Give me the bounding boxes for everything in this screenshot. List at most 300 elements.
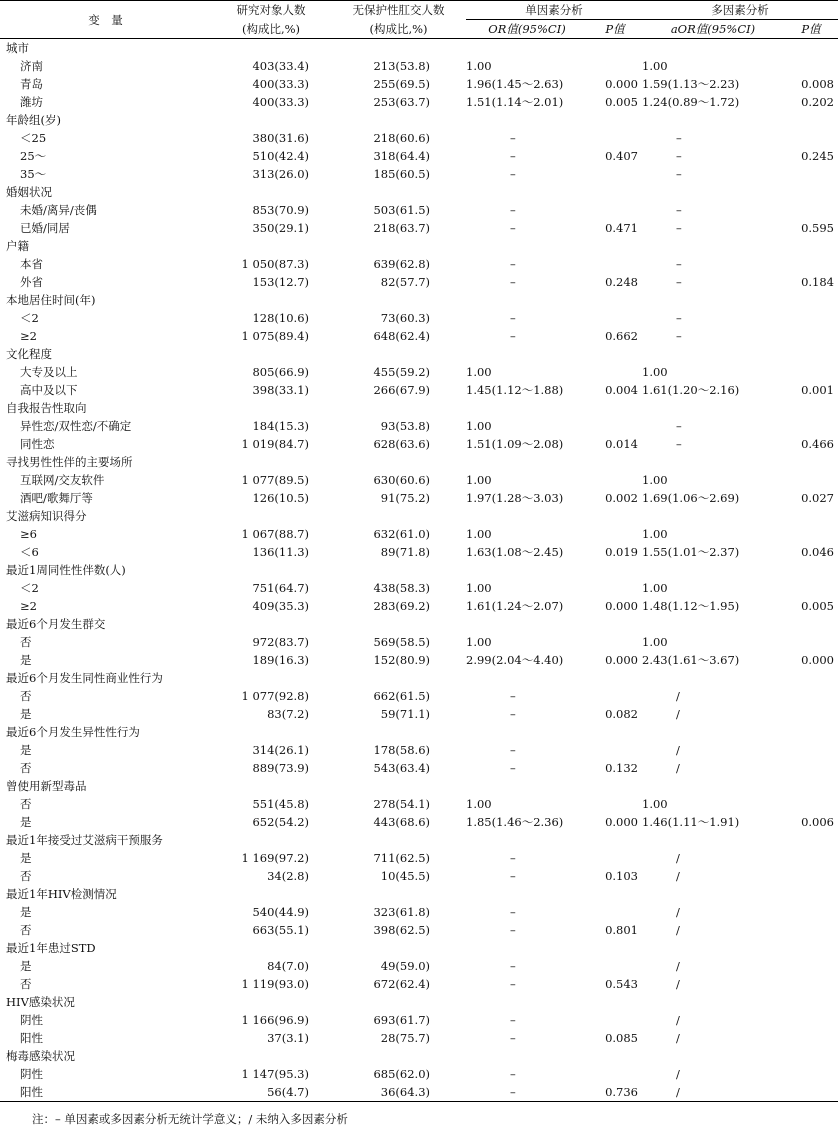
- row-label: 外省: [20, 275, 43, 289]
- empty-cell: [466, 939, 588, 957]
- empty-cell: [784, 291, 838, 309]
- cell-n-subjects: 1 075(89.4): [241, 329, 309, 343]
- table-row: [0, 489, 838, 507]
- cell-ap: [784, 849, 838, 867]
- empty-cell: [588, 345, 642, 363]
- cell-or: –: [510, 257, 516, 271]
- table-note: 注：– 单因素或多因素分析无统计学意义；/ 未纳入多因素分析: [32, 1112, 348, 1126]
- empty-cell: [211, 777, 331, 795]
- row-label: 否: [20, 689, 32, 703]
- cell-or: 1.00: [466, 419, 492, 433]
- cell-p: [588, 417, 642, 435]
- cell-n-subjects: 652(54.2): [252, 815, 309, 829]
- empty-cell: [331, 1047, 466, 1065]
- empty-cell: [466, 507, 588, 525]
- empty-cell: [784, 399, 838, 417]
- header-univariate: 单因素分析: [466, 1, 642, 20]
- cell-ap: 0.027: [801, 491, 834, 505]
- row-label: ＜2: [20, 581, 39, 595]
- group-row: [0, 939, 838, 957]
- group-label: 最近6个月发生异性性行为: [6, 725, 140, 739]
- cell-ap: 0.595: [801, 221, 834, 235]
- cell-n-subjects: 551(45.8): [252, 797, 309, 811]
- empty-cell: [642, 237, 784, 255]
- cell-aor: /: [676, 905, 680, 919]
- empty-cell: [331, 39, 466, 58]
- empty-cell: [331, 237, 466, 255]
- cell-or: 1.51(1.09～2.08): [466, 437, 564, 451]
- cell-n-subjects: 153(12.7): [252, 275, 309, 289]
- cell-n-uai: 28(75.7): [380, 1031, 430, 1045]
- empty-cell: [784, 885, 838, 903]
- row-label: 高中及以下: [20, 383, 78, 397]
- empty-cell: [642, 993, 784, 1011]
- cell-p: 0.000: [605, 653, 638, 667]
- cell-p: 0.543: [605, 977, 638, 991]
- table-row: [0, 363, 838, 381]
- table-row: [0, 147, 838, 165]
- cell-n-subjects: 853(70.9): [252, 203, 309, 217]
- empty-cell: [642, 111, 784, 129]
- table-row: [0, 165, 838, 183]
- cell-n-uai: 255(69.5): [373, 77, 430, 91]
- group-label: 文化程度: [6, 347, 52, 361]
- row-label: 否: [20, 797, 32, 811]
- cell-or: –: [510, 1013, 516, 1027]
- cell-p: 0.407: [605, 149, 638, 163]
- group-label: 曾使用新型毒品: [6, 779, 87, 793]
- cell-or: –: [510, 275, 516, 289]
- cell-p: [588, 255, 642, 273]
- header-p2: P值: [784, 20, 838, 39]
- cell-aor: 1.69(1.06～2.69): [642, 491, 740, 505]
- table-row: [0, 813, 838, 831]
- cell-n-subjects: 403(33.4): [252, 59, 309, 73]
- empty-cell: [784, 1047, 838, 1065]
- empty-cell: [331, 939, 466, 957]
- cell-n-subjects: 314(26.1): [252, 743, 309, 757]
- cell-ap: 0.001: [801, 383, 834, 397]
- cell-p: [588, 309, 642, 327]
- empty-cell: [642, 507, 784, 525]
- table-row: [0, 849, 838, 867]
- group-label: 最近1周同性性伴数(人): [6, 563, 126, 577]
- row-label: 35～: [20, 167, 47, 181]
- cell-or: 1.00: [466, 581, 492, 595]
- table-row: [0, 219, 838, 237]
- cell-aor: –: [676, 311, 682, 325]
- row-label: 否: [20, 977, 32, 991]
- cell-aor: 1.00: [642, 797, 668, 811]
- cell-n-uai: 662(61.5): [373, 689, 430, 703]
- cell-n-subjects: 34(2.8): [267, 869, 309, 883]
- cell-n-uai: 49(59.0): [380, 959, 430, 973]
- cell-ap: 0.202: [801, 95, 834, 109]
- group-row: [0, 993, 838, 1011]
- cell-or: 1.63(1.08～2.45): [466, 545, 564, 559]
- empty-cell: [588, 1047, 642, 1065]
- cell-p: [588, 1065, 642, 1083]
- empty-cell: [588, 561, 642, 579]
- cell-ap: [784, 1011, 838, 1029]
- cell-n-subjects: 510(42.4): [252, 149, 309, 163]
- group-row: [0, 345, 838, 363]
- empty-cell: [466, 885, 588, 903]
- empty-cell: [331, 111, 466, 129]
- cell-ap: 0.005: [801, 599, 834, 613]
- cell-n-subjects: 805(66.9): [252, 365, 309, 379]
- cell-aor: /: [676, 977, 680, 991]
- group-row: [0, 1047, 838, 1065]
- header-multivariate: 多因素分析: [642, 1, 838, 20]
- cell-ap: [784, 129, 838, 147]
- row-label: 异性恋/双性恋/不确定: [20, 419, 132, 433]
- empty-cell: [588, 885, 642, 903]
- empty-cell: [784, 237, 838, 255]
- row-label: 是: [20, 851, 32, 865]
- row-label: ＜2: [20, 311, 39, 325]
- cell-n-subjects: 1 147(95.3): [241, 1067, 309, 1081]
- cell-n-subjects: 350(29.1): [252, 221, 309, 235]
- cell-n-uai: 10(45.5): [380, 869, 430, 883]
- group-label: 本地居住时间(年): [6, 293, 96, 307]
- group-row: [0, 39, 838, 58]
- cell-or: –: [510, 923, 516, 937]
- cell-aor: /: [676, 707, 680, 721]
- cell-n-uai: 218(60.6): [373, 131, 430, 145]
- empty-cell: [466, 291, 588, 309]
- empty-cell: [588, 669, 642, 687]
- cell-ap: 0.008: [801, 77, 834, 91]
- cell-ap: [784, 705, 838, 723]
- cell-n-uai: 685(62.0): [373, 1067, 430, 1081]
- cell-n-uai: 543(63.4): [373, 761, 430, 775]
- cell-aor: 1.00: [642, 581, 668, 595]
- group-row: [0, 111, 838, 129]
- empty-cell: [588, 723, 642, 741]
- cell-n-uai: 278(54.1): [373, 797, 430, 811]
- group-label: 最近1年患过STD: [6, 941, 96, 955]
- empty-cell: [642, 291, 784, 309]
- cell-n-uai: 318(64.4): [373, 149, 430, 163]
- empty-cell: [784, 939, 838, 957]
- group-label: 年龄组(岁): [6, 113, 61, 127]
- cell-or: –: [510, 1031, 516, 1045]
- empty-cell: [331, 777, 466, 795]
- cell-aor: /: [676, 743, 680, 757]
- empty-cell: [588, 399, 642, 417]
- empty-cell: [642, 399, 784, 417]
- empty-cell: [211, 237, 331, 255]
- empty-cell: [642, 183, 784, 201]
- empty-cell: [211, 1047, 331, 1065]
- cell-ap: [784, 471, 838, 489]
- table-row: [0, 255, 838, 273]
- row-label: 酒吧/歌舞厅等: [20, 491, 93, 505]
- cell-p: 0.000: [605, 77, 638, 91]
- cell-p: 0.002: [605, 491, 638, 505]
- empty-cell: [642, 885, 784, 903]
- empty-cell: [466, 399, 588, 417]
- cell-aor: /: [676, 851, 680, 865]
- empty-cell: [642, 723, 784, 741]
- group-label: 艾滋病知识得分: [6, 509, 87, 523]
- row-label: ＜6: [20, 545, 39, 559]
- cell-n-uai: 185(60.5): [373, 167, 430, 181]
- row-label: 同性恋: [20, 437, 55, 451]
- empty-cell: [466, 831, 588, 849]
- cell-p: [588, 687, 642, 705]
- cell-n-subjects: 184(15.3): [252, 419, 309, 433]
- cell-ap: [784, 795, 838, 813]
- cell-p: [588, 363, 642, 381]
- table-row: [0, 921, 838, 939]
- empty-cell: [784, 111, 838, 129]
- table-row: [0, 633, 838, 651]
- cell-ap: [784, 417, 838, 435]
- cell-or: –: [510, 149, 516, 163]
- cell-aor: 1.00: [642, 365, 668, 379]
- cell-p: 0.736: [588, 1083, 642, 1102]
- empty-cell: [588, 831, 642, 849]
- group-label: 城市: [6, 41, 29, 55]
- cell-or: 1.97(1.28～3.03): [466, 491, 564, 505]
- row-label: 青岛: [20, 77, 43, 91]
- cell-or: 1.00: [466, 473, 492, 487]
- cell-ap: 0.245: [801, 149, 834, 163]
- table-row: [0, 129, 838, 147]
- cell-p: [588, 903, 642, 921]
- cell-n-uai: 569(58.5): [373, 635, 430, 649]
- cell-or: 1.00: [466, 527, 492, 541]
- cell-n-uai: 283(69.2): [373, 599, 430, 613]
- cell-or: –: [510, 761, 516, 775]
- cell-n-uai: 73(60.3): [380, 311, 430, 325]
- empty-cell: [784, 507, 838, 525]
- table-row: [0, 759, 838, 777]
- cell-ap: 0.000: [801, 653, 834, 667]
- empty-cell: [588, 291, 642, 309]
- empty-cell: [211, 183, 331, 201]
- cell-p: 0.019: [605, 545, 638, 559]
- cell-p: 0.801: [605, 923, 638, 937]
- cell-aor: /: [676, 689, 680, 703]
- cell-aor: /: [676, 1031, 680, 1045]
- cell-n-uai: 672(62.4): [373, 977, 430, 991]
- empty-cell: [331, 831, 466, 849]
- cell-n-uai: 438(58.3): [373, 581, 430, 595]
- table-row: [0, 435, 838, 453]
- header-n-uai-sub: (构成比,%): [331, 20, 466, 39]
- group-label: 婚姻状况: [6, 185, 52, 199]
- empty-cell: [466, 453, 588, 471]
- empty-cell: [784, 831, 838, 849]
- cell-ap: [784, 957, 838, 975]
- group-row: [0, 291, 838, 309]
- group-row: [0, 885, 838, 903]
- cell-n-subjects: 56(4.7): [211, 1083, 331, 1102]
- cell-n-subjects: 972(83.7): [252, 635, 309, 649]
- cell-or: –: [510, 689, 516, 703]
- cell-p: 0.000: [605, 599, 638, 613]
- cell-ap: [784, 687, 838, 705]
- empty-cell: [211, 291, 331, 309]
- empty-cell: [588, 777, 642, 795]
- cell-p: 0.014: [605, 437, 638, 451]
- header-variable: 变 量: [0, 1, 211, 39]
- empty-cell: [642, 615, 784, 633]
- cell-p: [588, 1011, 642, 1029]
- group-label: 最近6个月发生群交: [6, 617, 106, 631]
- row-label: 潍坊: [20, 95, 43, 109]
- cell-n-uai: 398(62.5): [373, 923, 430, 937]
- cell-n-uai: 630(60.6): [373, 473, 430, 487]
- row-label: 济南: [20, 59, 43, 73]
- cell-n-uai: 503(61.5): [373, 203, 430, 217]
- empty-cell: [466, 561, 588, 579]
- cell-aor: –: [676, 329, 682, 343]
- cell-aor: 1.24(0.89～1.72): [642, 95, 740, 109]
- cell-p: [588, 633, 642, 651]
- empty-cell: [588, 39, 642, 58]
- cell-ap: [784, 1029, 838, 1047]
- empty-cell: [642, 561, 784, 579]
- table-row: [0, 597, 838, 615]
- cell-n-subjects: 313(26.0): [252, 167, 309, 181]
- empty-cell: [588, 111, 642, 129]
- empty-cell: [642, 39, 784, 58]
- group-label: 梅毒感染状况: [6, 1049, 75, 1063]
- header-p1: P值: [588, 20, 642, 39]
- cell-aor: 1.59(1.13～2.23): [642, 77, 740, 91]
- cell-p: [588, 471, 642, 489]
- table-row: [0, 957, 838, 975]
- cell-or: –: [510, 311, 516, 325]
- cell-n-subjects: 1 067(88.7): [241, 527, 309, 541]
- cell-n-subjects: 409(35.3): [252, 599, 309, 613]
- cell-ap: [784, 57, 838, 75]
- cell-or: –: [510, 959, 516, 973]
- cell-ap: [784, 921, 838, 939]
- empty-cell: [331, 669, 466, 687]
- row-label: 阳性: [20, 1031, 43, 1045]
- cell-n-subjects: 398(33.1): [252, 383, 309, 397]
- table-row: [0, 1065, 838, 1083]
- empty-cell: [784, 777, 838, 795]
- cell-ap: [784, 363, 838, 381]
- cell-n-subjects: 1 077(89.5): [241, 473, 309, 487]
- cell-n-uai: 693(61.7): [373, 1013, 430, 1027]
- row-label: 是: [20, 815, 32, 829]
- empty-cell: [211, 561, 331, 579]
- cell-n-subjects: 751(64.7): [252, 581, 309, 595]
- cell-n-uai: 648(62.4): [373, 329, 430, 343]
- cell-p: 0.248: [605, 275, 638, 289]
- cell-n-subjects: 1 050(87.3): [241, 257, 309, 271]
- row-label: 阴性: [20, 1067, 43, 1081]
- cell-or: –: [510, 167, 516, 181]
- empty-cell: [331, 507, 466, 525]
- empty-cell: [588, 993, 642, 1011]
- table-row: [0, 1029, 838, 1047]
- cell-ap: [784, 1083, 838, 1102]
- header-n-subjects-sub: (构成比,%): [211, 20, 331, 39]
- cell-aor: /: [642, 1083, 784, 1102]
- empty-cell: [466, 111, 588, 129]
- table-row: [0, 543, 838, 561]
- empty-cell: [784, 453, 838, 471]
- cell-aor: 1.55(1.01～2.37): [642, 545, 740, 559]
- cell-n-subjects: 1 166(96.9): [241, 1013, 309, 1027]
- cell-n-subjects: 380(31.6): [252, 131, 309, 145]
- group-row: [0, 669, 838, 687]
- cell-n-subjects: 1 169(97.2): [241, 851, 309, 865]
- cell-ap: 0.466: [801, 437, 834, 451]
- cell-p: [588, 129, 642, 147]
- cell-p: [588, 957, 642, 975]
- cell-ap: [784, 1065, 838, 1083]
- row-label: 25～: [20, 149, 47, 163]
- cell-n-subjects: 189(16.3): [252, 653, 309, 667]
- row-label: ＜25: [20, 131, 47, 145]
- table-row: [0, 903, 838, 921]
- cell-p: [588, 525, 642, 543]
- empty-cell: [784, 723, 838, 741]
- empty-cell: [588, 453, 642, 471]
- empty-cell: [642, 939, 784, 957]
- row-label: 是: [20, 959, 32, 973]
- cell-or: 1.00: [466, 365, 492, 379]
- cell-n-uai: 711(62.5): [373, 851, 430, 865]
- group-label: 最近1年HIV检测情况: [6, 887, 117, 901]
- table-row: [0, 687, 838, 705]
- cell-aor: 1.00: [642, 473, 668, 487]
- cell-or: –: [510, 977, 516, 991]
- cell-n-subjects: 83(7.2): [267, 707, 309, 721]
- table-row: [0, 651, 838, 669]
- group-row: [0, 183, 838, 201]
- empty-cell: [466, 39, 588, 58]
- cell-aor: –: [676, 419, 682, 433]
- cell-aor: –: [676, 131, 682, 145]
- cell-or: –: [510, 869, 516, 883]
- cell-p: [588, 165, 642, 183]
- cell-aor: –: [676, 203, 682, 217]
- empty-cell: [331, 615, 466, 633]
- table-row: [0, 75, 838, 93]
- empty-cell: [466, 777, 588, 795]
- table-row: [0, 327, 838, 345]
- cell-n-subjects: 1 077(92.8): [241, 689, 309, 703]
- empty-cell: [211, 723, 331, 741]
- cell-or: 2.99(2.04～4.40): [466, 653, 564, 667]
- cell-n-uai: 36(64.3): [331, 1083, 466, 1102]
- cell-n-subjects: 136(11.3): [252, 545, 309, 559]
- empty-cell: [784, 345, 838, 363]
- table-row: [0, 525, 838, 543]
- table-row: [0, 471, 838, 489]
- cell-n-subjects: 1 119(93.0): [241, 977, 309, 991]
- cell-ap: [784, 759, 838, 777]
- cell-p: [588, 795, 642, 813]
- cell-p: 0.004: [605, 383, 638, 397]
- cell-n-uai: 93(53.8): [380, 419, 430, 433]
- header-or: OR值(95%CI): [466, 20, 588, 39]
- cell-or: –: [510, 329, 516, 343]
- empty-cell: [588, 507, 642, 525]
- cell-ap: [784, 867, 838, 885]
- cell-or: –: [510, 905, 516, 919]
